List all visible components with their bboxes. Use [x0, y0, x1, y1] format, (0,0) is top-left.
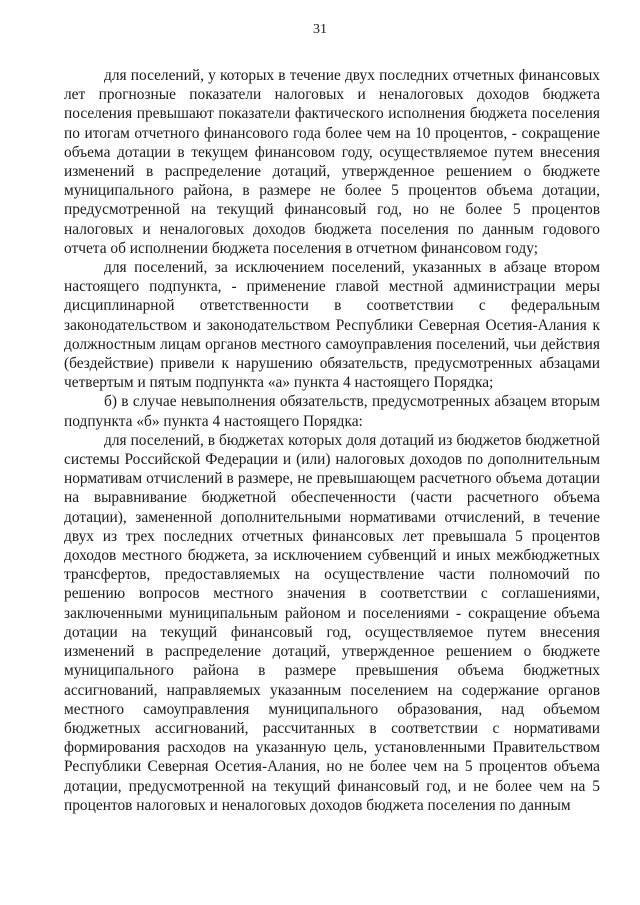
paragraph: для поселений, в бюджетах которых доля дотаций из бюджетов бюджетной системы Российской Федерации и (или) налоговых доходов по дополнительным нормативам отчислений в размере, не превышающем расчетного объема дотации на выравнивание бюджетной обеспеченности (части расчетного объема дотации), замененной дополнительными нормативами отчислений, в течение двух из трех последних отчетных финансовых лет превышала 5 процентов доходов местного бюджета, за исключением субвенций и иных межбюджетных трансфертов, предоставляемых на осуществление части полномочий по решению вопросов местного значения в соответствии с соглашениями, заключенными муниципальным районом и поселениями - сокращение объема дотации на текущий финансовый год, осуществляемое путем внесения изменений в распределение дотаций, утвержденное решением о бюджете муниципального района в размере превышения объема бюджетных ассигнований, направляемых указанным поселением на содержание органов местного самоуправления муниципального образования, над объемом бюджетных ассигнований, рассчитанных в соответствии с нормативами формирования расходов на указанную цель, установленными Правительством Республики Северная Осетия-Алания, но не более чем на 5 процентов объема дотации, предусмотренной на текущий финансовый год, и не более чем на 5 процентов налоговых и неналоговых доходов бюджета поселения по данным [64, 431, 600, 814]
paragraph: для поселений, у которых в течение двух последних отчетных финансовых лет прогнозные показатели налоговых и неналоговых доходов бюджета поселения превышают показатели фактического исполнения бюджета поселения по итогам отчетного финансового года более чем на 10 процентов, - сокращение объема дотации в текущем финансовом году, осуществляемое путем внесения изменений в распределение дотаций, утвержденное решением о бюджете муниципального района, в размере не более 5 процентов объема дотации, предусмотренной на текущий финансовый год, но не более 5 процентов налоговых и неналоговых доходов бюджета поселения по данным годового отчета об исполнении бюджета поселения в отчетном финансовом году; [64, 67, 600, 257]
page-number: 31 [313, 22, 327, 37]
paragraph: б) в случае невыполнения обязательств, предусмотренных абзацем вторым подпункта «б» пункта 4 настоящего Порядка: [64, 393, 600, 430]
paragraph: для поселений, за исключением поселений, указанных в абзаце втором настоящего подпункта, - применение главой местной администрации меры дисциплинарной ответственности в соответствии с федеральным законодательством и законодательством Республики Северная Осетия-Алания к должностным лицам органов местного самоуправления поселений, чьи действия (бездействие) привели к нарушению обязательств, предусмотренных абзацами четвертым и пятым подпункта «а» пункта 4 настоящего Порядка; [64, 259, 600, 392]
document-body [64, 66, 600, 815]
